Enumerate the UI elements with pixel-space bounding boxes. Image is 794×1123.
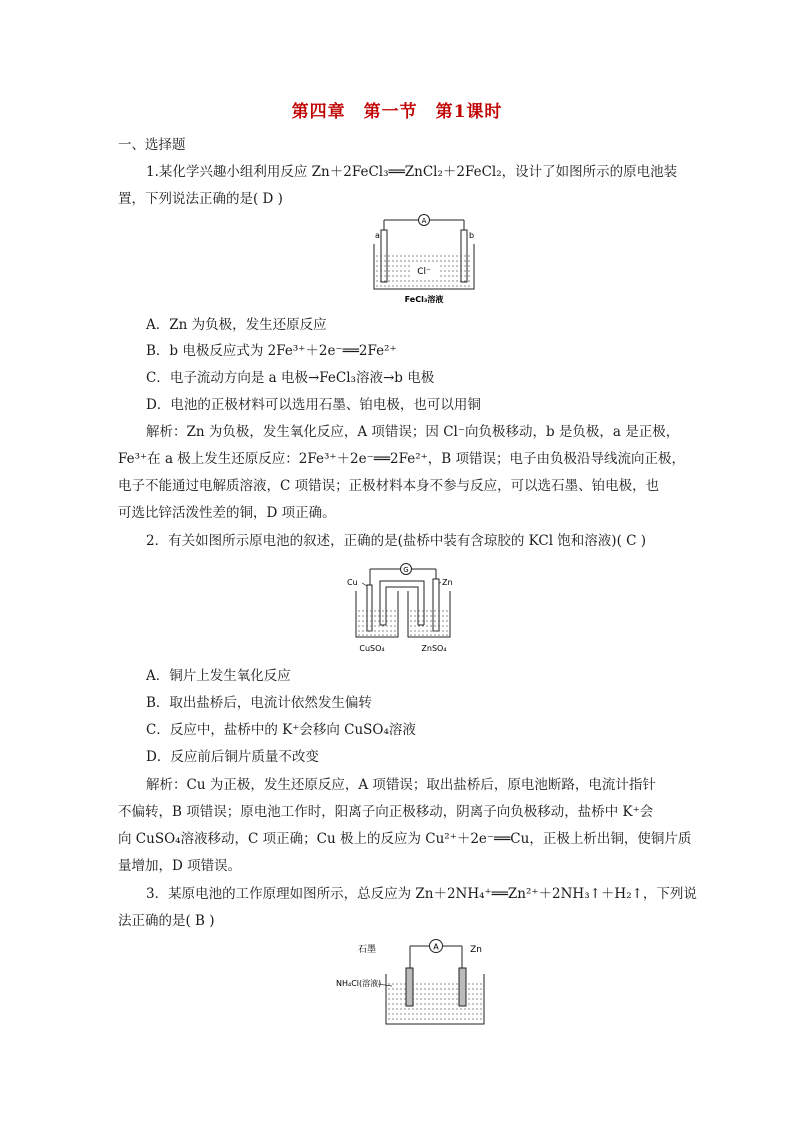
section-heading: 一、选择题 [118, 137, 186, 153]
q1-stem-line2: 置，下列说法正确的是( D ) [118, 191, 283, 207]
q2-option-d: D．反应前后铜片质量不改变 [146, 749, 319, 765]
q2-option-a: A．铜片上发生氧化反应 [146, 668, 291, 684]
q3-battery-figure [334, 934, 494, 1030]
q1-meter-label: A [421, 217, 427, 225]
q2-left-solution-label: CuSO₄ [359, 644, 385, 653]
q3-meter-label: A [433, 942, 439, 952]
q3-right-electrode-label: Zn [470, 945, 482, 955]
q1-figure-caption: FeCl₃溶液 [404, 295, 444, 304]
q2-stem: 2．有关如图所示原电池的叙述，正确的是(盐桥中装有含琼胶的 KCl 饱和溶液)( C ) [146, 533, 647, 549]
q1-option-d: D．电池的正极材料可以选用石墨、铂电极，也可以用铜 [146, 397, 481, 413]
q1-analysis-line2: Fe³⁺在 a 极上发生还原反应：2Fe³⁺＋2e⁻══2Fe²⁺，B 项错误；电子由负极沿导线流向正极， [118, 451, 685, 467]
q2-analysis-line3: 向 CuSO₄溶液移动，C 项正确；Cu 极上的反应为 Cu²⁺＋2e⁻══Cu，正极上析出铜，使铜片质 [118, 831, 692, 847]
q1-analysis-line4: 可选比锌活泼性差的铜，D 项正确。 [118, 505, 336, 521]
q1-analysis-line3: 电子不能通过电解质溶液，C 项错误；正极材料本身不参与反应，可以选石墨、铂电极，也 [118, 478, 660, 494]
q2-analysis-line1: 解析：Cu 为正极，发生还原反应，A 项错误；取出盐桥后，原电池断路，电流计指针 [146, 777, 656, 793]
q2-analysis-line4: 量增加，D 项错误。 [118, 858, 242, 874]
q3-stem-line2: 法正确的是( B ) [118, 913, 215, 929]
q1-ion-label: Cl⁻ [417, 267, 431, 277]
q2-left-electrode-label: Cu [347, 578, 358, 587]
q1-analysis-line1: 解析：Zn 为负极，发生氧化反应，A 项错误；因 Cl⁻向负极移动，b 是负极，a 是正极， [146, 424, 680, 440]
q3-solution-label: NH₄Cl(溶液) [336, 979, 382, 988]
q1-battery-figure [368, 214, 480, 306]
q1-electrode-a-label: a [375, 231, 380, 240]
q2-analysis-line2: 不偏转，B 项错误；原电池工作时，阳离子向正极移动，阴离子向负极移动，盐桥中 K⁺会 [118, 804, 654, 820]
q2-right-solution-label: ZnSO₄ [421, 644, 447, 653]
q2-right-electrode-label: Zn [442, 578, 453, 587]
q3-left-electrode-label: 石墨 [357, 945, 377, 955]
q2-option-b: B．取出盐桥后，电流计依然发生偏转 [146, 695, 372, 711]
q2-salt-bridge-figure [342, 561, 462, 657]
q3-stem-line1: 3．某原电池的工作原理如图所示，总反应为 Zn＋2NH₄⁺══Zn²⁺＋2NH₃↑＋H₂↑，下列说 [146, 886, 697, 902]
q1-option-a: A．Zn 为负极，发生还原反应 [146, 317, 327, 333]
q1-electrode-b-label: b [469, 231, 475, 240]
q2-option-c: C．反应中，盐桥中的 K⁺会移向 CuSO₄溶液 [146, 722, 416, 738]
q1-option-b: B．b 电极反应式为 2Fe³⁺＋2e⁻══2Fe²⁺ [146, 343, 397, 359]
page-title: 第四章 第一节 第1课时 [291, 102, 503, 122]
q2-meter-label: G [403, 566, 409, 574]
q1-option-c: C．电子流动方向是 a 电极→FeCl₃溶液→b 电极 [146, 370, 435, 386]
q1-stem-line1: 1.某化学兴趣小组利用反应 Zn＋2FeCl₃══ZnCl₂＋2FeCl₂，设计了如图所示的原电池装 [146, 164, 678, 180]
